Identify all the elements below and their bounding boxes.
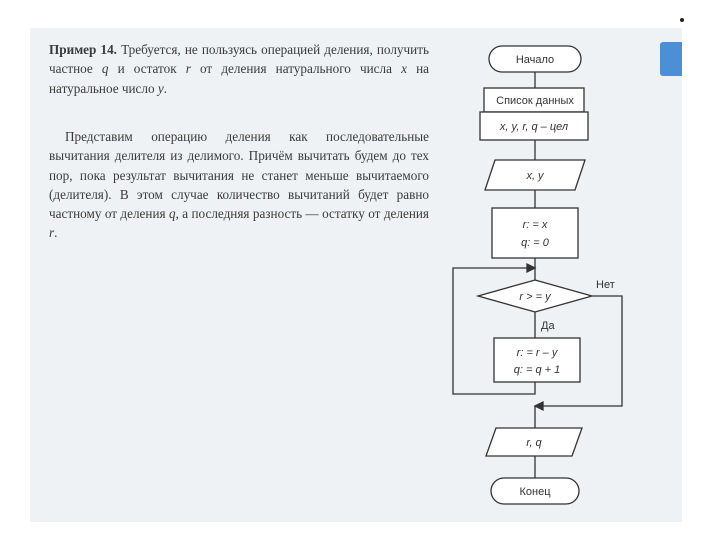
text-segment: .	[54, 225, 58, 241]
text-segment: на натуральное число	[49, 61, 430, 96]
no-label: Нет	[596, 279, 615, 291]
init-line-1: r: = x	[522, 219, 548, 231]
var-r: r	[185, 61, 191, 77]
body-line-1: r: = r – y	[516, 347, 558, 359]
body-line-2: q: = q + 1	[513, 364, 561, 376]
text-segment: Требуется, не пользуясь операцией деления, получить частное	[49, 42, 429, 77]
no-arrow-icon	[535, 402, 543, 410]
example-heading: Пример 14.	[49, 42, 117, 57]
init-process-box	[492, 208, 578, 258]
input-label: x, y	[526, 170, 544, 182]
loop-arrow-icon	[527, 264, 535, 272]
text-segment: , а последняя разность — остатку от деления	[175, 206, 429, 222]
text-segment: .	[163, 80, 168, 96]
var-y: y	[157, 80, 164, 96]
var-q: q	[101, 61, 109, 77]
init-line-2: q: = 0	[521, 237, 549, 249]
data-list-header: Список данных	[496, 95, 574, 107]
output-label: r, q	[526, 437, 542, 449]
yes-label: Да	[541, 320, 555, 332]
start-label: Начало	[515, 54, 555, 66]
text-segment: Представим операцию деления как последовательные вычитания делителя из делимого. Причём вычитать будем до тех пор, пока результат вычитания не станет меньше вычитаемого (делителя). В этом случае количество вычитаний будет равно частному от деления	[49, 129, 429, 222]
var-q: q	[168, 206, 176, 222]
text-segment: от деления натурального числа	[190, 61, 402, 77]
text-segment: и остаток	[108, 61, 186, 77]
condition-label: r > = y	[519, 291, 551, 303]
var-x: x	[401, 61, 407, 77]
end-label: Конец	[519, 486, 551, 498]
data-list-vars: x, y, r, q – цел	[499, 121, 569, 133]
var-r: r	[49, 225, 55, 241]
